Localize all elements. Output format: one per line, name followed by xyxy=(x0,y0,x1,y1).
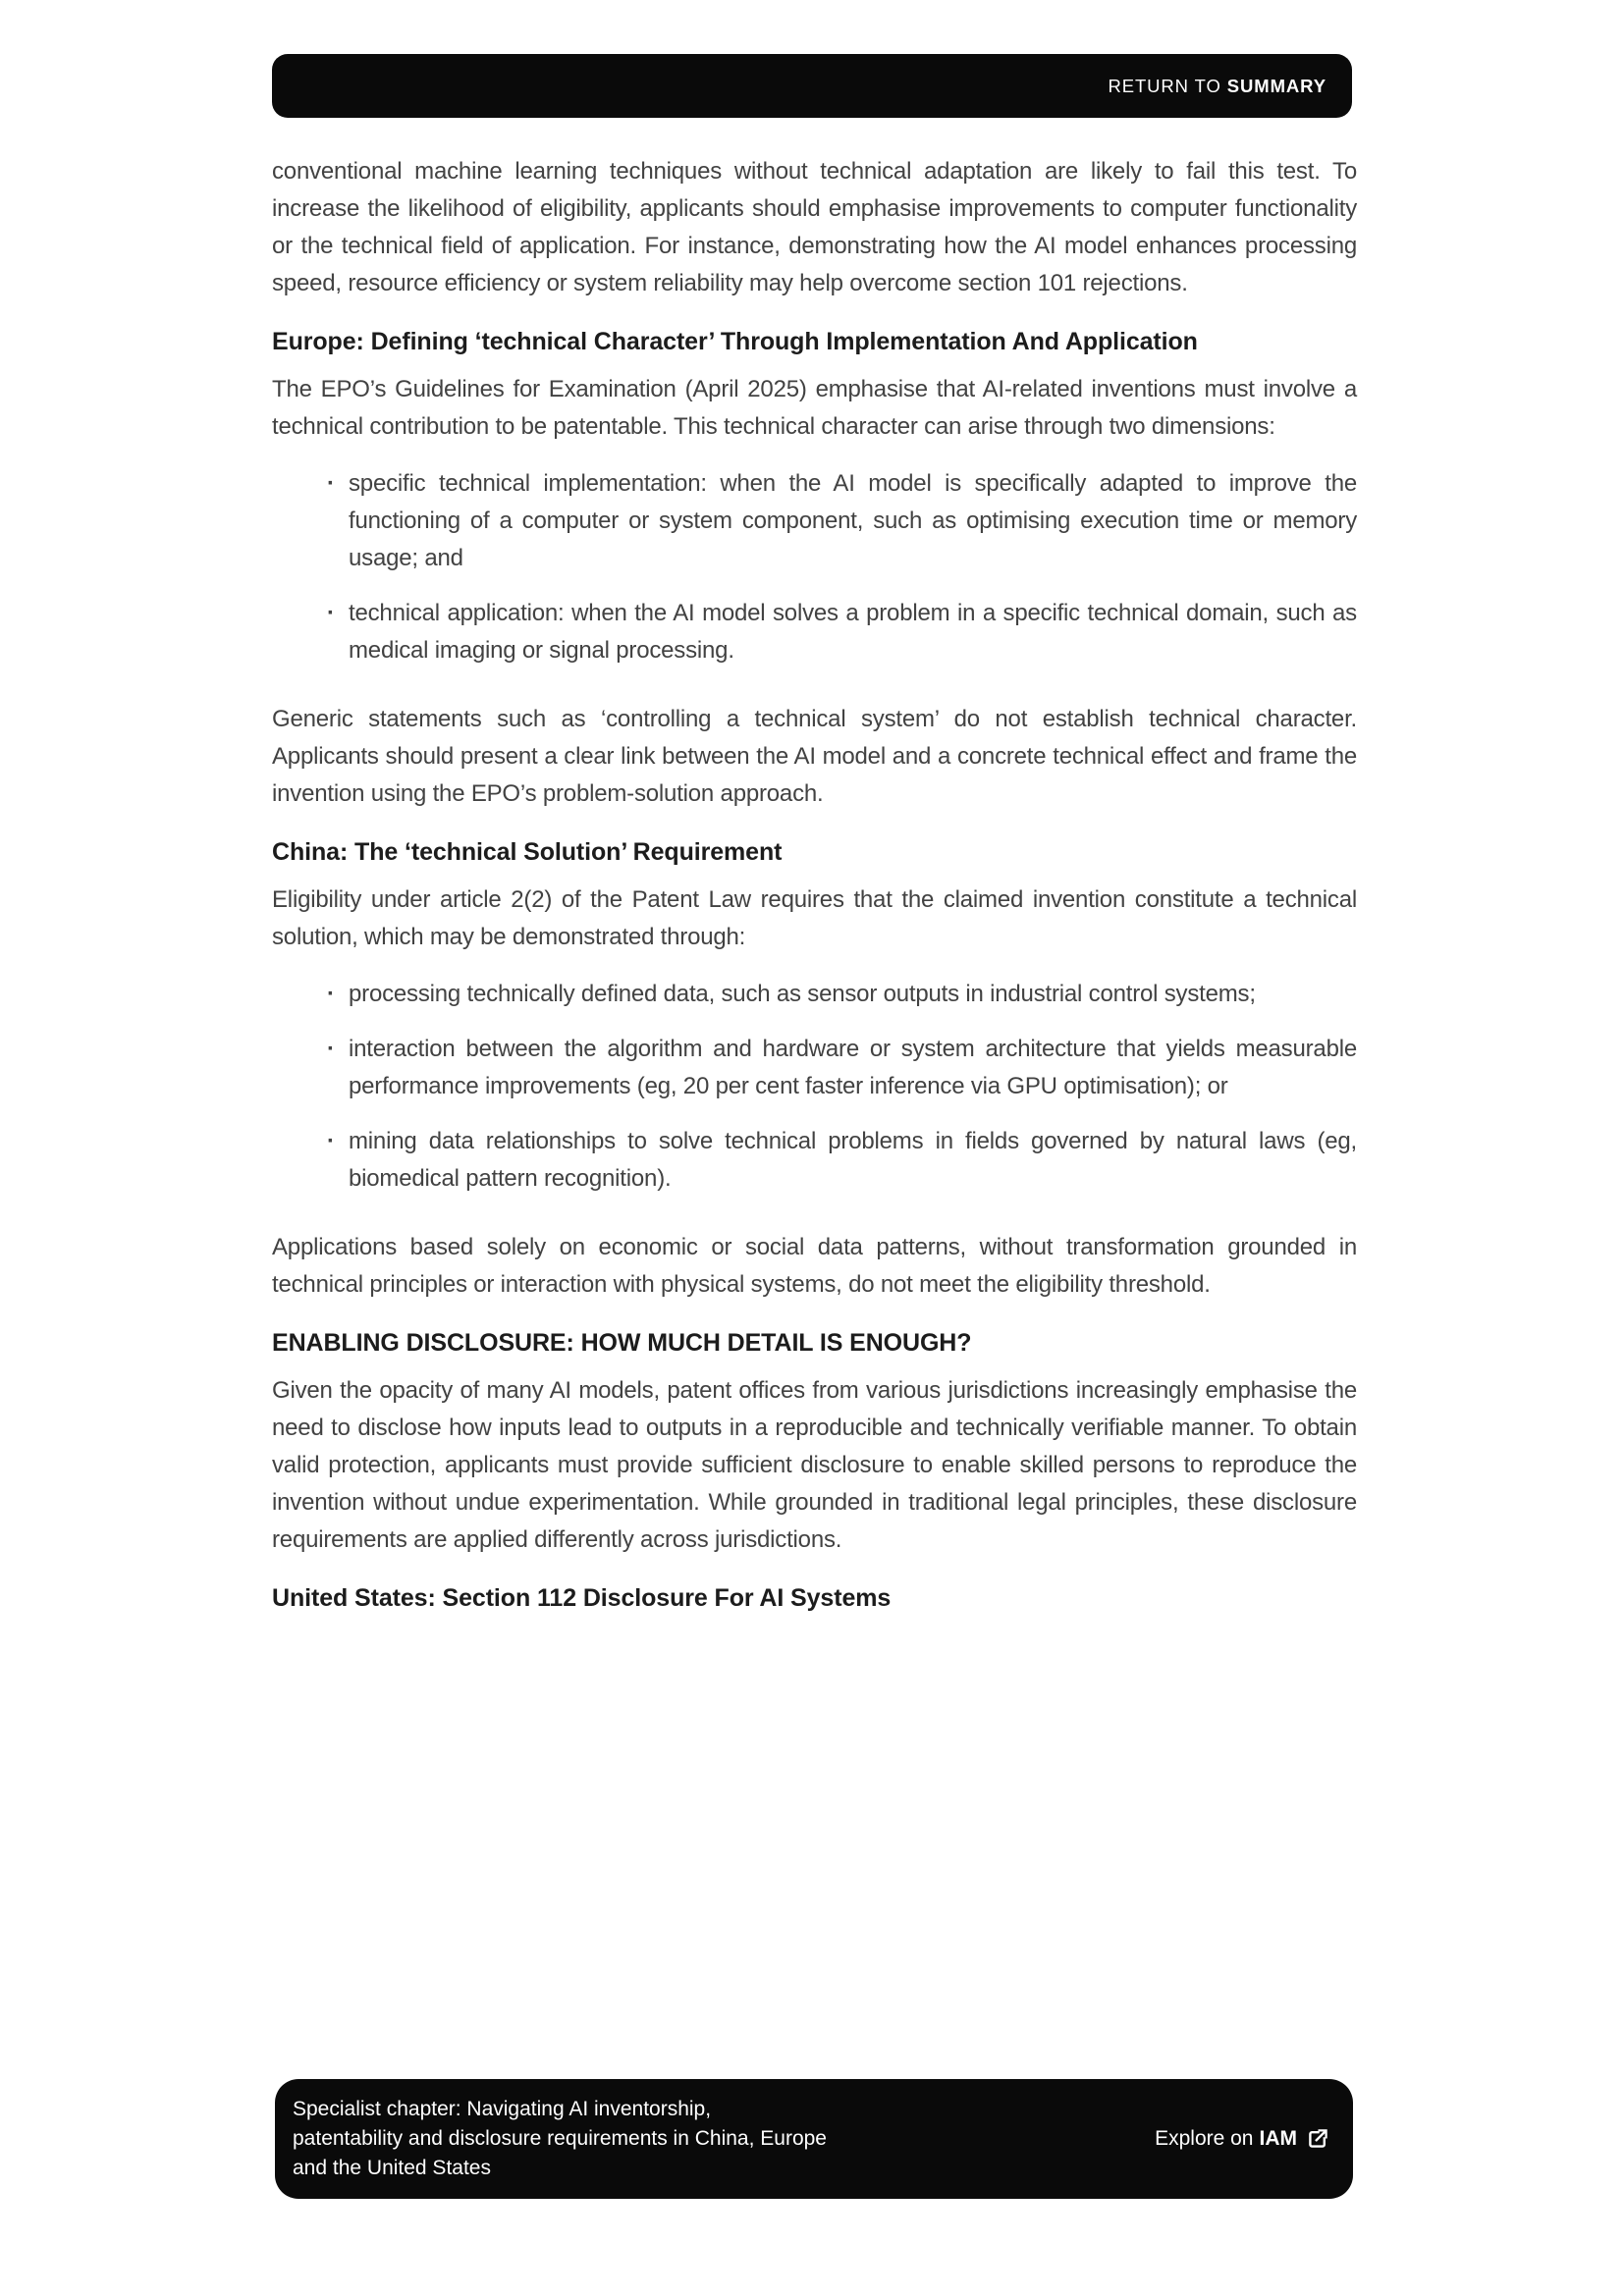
paragraph-epo-guidelines: The EPO’s Guidelines for Examination (April 2025) emphasise that AI-related inventions must involve a technical contribution to be patentable. This technical character can arise through two dimensions: xyxy=(272,376,1357,440)
return-to-summary-button[interactable] xyxy=(272,54,1352,118)
return-to-label: RETURN TO xyxy=(1108,75,1221,96)
heading-china-technical-solution: China: The ‘technical Solution’ Requirement xyxy=(272,838,783,866)
summary-label: SUMMARY xyxy=(1226,75,1326,96)
list-item: · specific technical implementation: when the AI model is specifically adapted to improve the functioning of a computer or system component, such as optimising execution time or memory usage; and xyxy=(349,465,1357,577)
list-item: · interaction between the algorithm and hardware or system architecture that yields measurable performance improvements (eg, 20 per cent faster inference via GPU optimisation); or xyxy=(349,1031,1357,1105)
china-bullet-list xyxy=(272,976,1357,1198)
list-item: · mining data relationships to solve technical problems in fields governed by natural laws (eg, biomedical pattern recognition). xyxy=(349,1123,1357,1198)
list-item: · processing technically defined data, such as sensor outputs in industrial control systems; xyxy=(349,976,1357,1013)
paragraph-generic-statements: Generic statements such as ‘controlling a technical system’ do not establish technical character. Applicants should present a clear link between the AI model and a concrete technical effect and frame the invention using the EPO’s problem-solution approach. xyxy=(272,706,1357,807)
chapter-title-line: Specialist chapter: Navigating AI inventorship, xyxy=(293,2098,712,2120)
footer-bar xyxy=(275,2079,1353,2199)
explore-on-iam-link[interactable] xyxy=(1155,2127,1329,2151)
iam-brand-label: IAM xyxy=(1259,2127,1297,2150)
chapter-title-line: patentability and disclosure requirements in China, Europe xyxy=(293,2127,827,2150)
chapter-title xyxy=(293,2095,827,2183)
article-body xyxy=(272,153,1357,1628)
external-link-icon xyxy=(1306,2127,1329,2151)
explore-on-label: Explore on xyxy=(1155,2127,1254,2150)
paragraph-eligibility-threshold: Applications based solely on economic or social data patterns, without transformation grounded in technical principles or interaction with physical systems, do not meet the eligibility threshold. xyxy=(272,1234,1357,1298)
paragraph-section-101: conventional machine learning techniques without technical adaptation are likely to fail this test. To increase the likelihood of eligibility, applicants should emphasise improvements to computer functionality or the technical field of application. For instance, demonstrating how the AI model enhances processing speed, resource efficiency or system reliability may help overcome section 101 rejections. xyxy=(272,158,1357,296)
list-item: · technical application: when the AI model solves a problem in a specific technical domain, such as medical imaging or signal processing. xyxy=(349,595,1357,669)
chapter-title-line: and the United States xyxy=(293,2157,491,2179)
paragraph-article-2-2: Eligibility under article 2(2) of the Patent Law requires that the claimed invention constitute a technical solution, which may be demonstrated through: xyxy=(272,886,1357,950)
paragraph-disclosure-opacity: Given the opacity of many AI models, patent offices from various jurisdictions increasingly emphasise the need to disclose how inputs lead to outputs in a reproducible and technically verifiable manner. To obtain valid protection, applicants must provide sufficient disclosure to enable skilled persons to reproduce the invention without undue experimentation. While grounded in traditional legal principles, these disclosure requirements are applied differently across jurisdictions. xyxy=(272,1377,1357,1553)
heading-europe-technical-character: Europe: Defining ‘technical Character’ Through Implementation And Application xyxy=(272,328,1198,355)
heading-enabling-disclosure: ENABLING DISCLOSURE: HOW MUCH DETAIL IS ENOUGH? xyxy=(272,1329,972,1357)
europe-bullet-list xyxy=(272,465,1357,669)
heading-us-section-112: United States: Section 112 Disclosure For AI Systems xyxy=(272,1584,892,1612)
